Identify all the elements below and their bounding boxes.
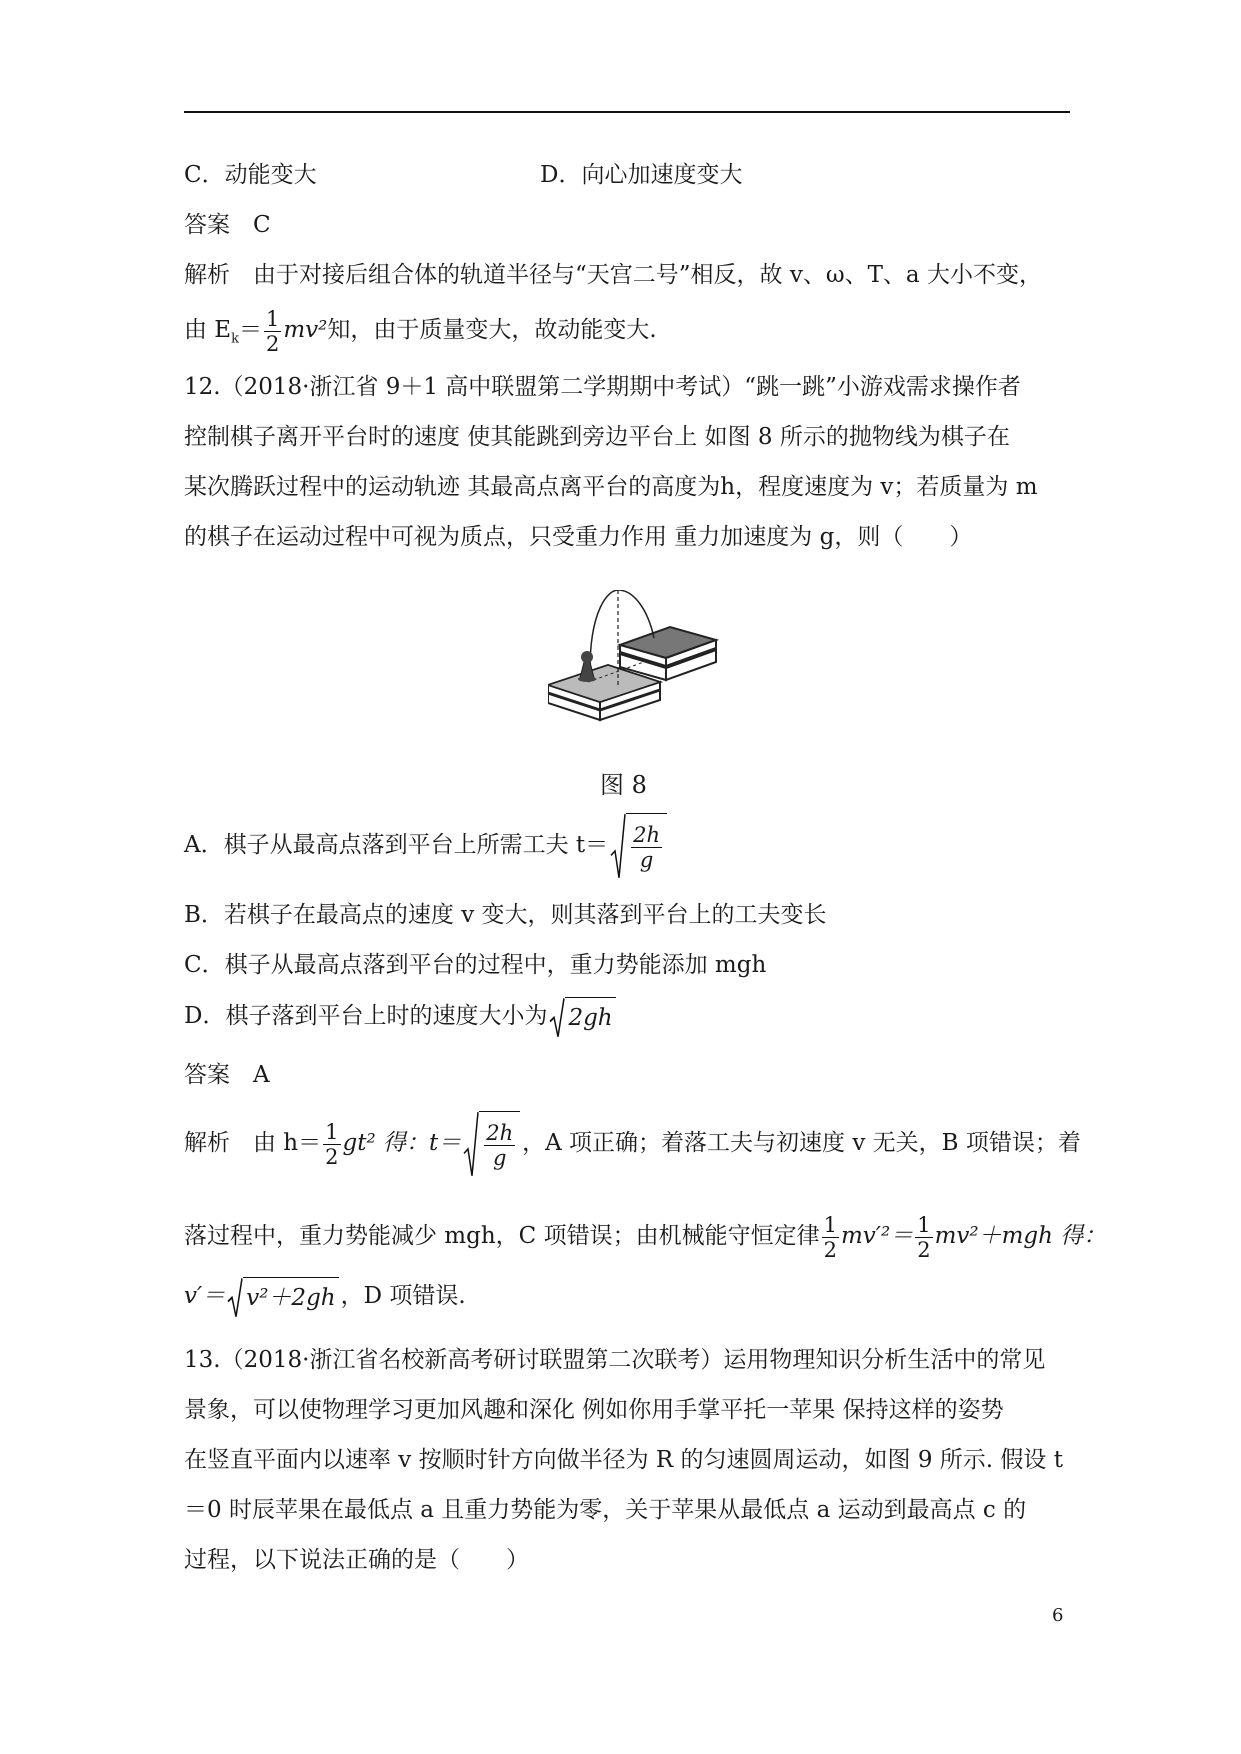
header-rule — [184, 111, 1070, 113]
q12-option-a — [184, 812, 669, 880]
q12-option-b: B．若棋子在最高点的速度 v 变大，则其落到平台上的工夫变长 — [184, 902, 827, 928]
fraction-half: $\frac{1}{2}$ — [917, 1212, 931, 1262]
analysis-q12-line2 — [184, 1208, 1106, 1264]
analysis-text: 由 E — [184, 317, 232, 343]
q13-line5: 过程，以下说法正确的是（ ） — [184, 1547, 529, 1573]
analysis-q12-line3 — [184, 1276, 466, 1318]
option-c-prev: C．动能变大 — [184, 162, 317, 188]
q13-line1: 13.（2018·浙江省名校新高考研讨联盟第二次联考）运用物理知识分析生活中的常见 — [184, 1347, 1046, 1373]
answer-q12: 答案 A — [184, 1062, 270, 1088]
sqrt-v2-2gh: v²＋2gh — [227, 1277, 338, 1318]
analysis-text: mv′²＝ — [840, 1223, 914, 1249]
q12-line1: 12.（2018·浙江省 9＋1 高中联盟第二学期期中考试）“跳一跳”小游戏需求操作者 — [184, 374, 1021, 400]
page-number: 6 — [1052, 1605, 1064, 1626]
analysis-text: 知，由于质量变大，故动能变大. — [327, 317, 657, 343]
q12-option-c: C．棋子从最高点落到平台的过程中，重力势能添加 mgh — [184, 952, 767, 978]
analysis-text: ，A 项正确；着落工夫与初速度 v 无关，B 项错误；着 — [522, 1130, 1081, 1156]
option-d-text: D．棋子落到平台上时的速度大小为 — [184, 1003, 548, 1029]
fraction-half: $\frac{1}{2}$ — [266, 306, 280, 356]
sqrt-2h-over-g: $\frac{2h}{g}$ — [610, 813, 667, 880]
answer-prev: 答案 C — [184, 212, 271, 238]
q13-line4: ＝0 时辰苹果在最低点 a 且重力势能为零，关于苹果从最低点 a 运动到最高点 c 的 — [184, 1497, 1027, 1523]
q12-option-d — [184, 996, 618, 1038]
mv2-term: mv² — [283, 317, 328, 343]
figure-8-caption: 图 8 — [600, 771, 647, 799]
figure-8-jump-game — [548, 590, 748, 730]
analysis-text: ，D 项错误. — [340, 1283, 466, 1309]
option-a-text: A．棋子从最高点落到平台上所需工夫 t＝ — [184, 832, 609, 858]
analysis-text: mv²＋mgh 得： — [934, 1223, 1107, 1249]
analysis-text: 落过程中，重力势能减少 mgh，C 项错误；由机械能守恒定律 — [184, 1223, 820, 1249]
analysis-text: 解析 由 h＝ — [184, 1130, 322, 1156]
analysis-q12-line1 — [184, 1110, 1081, 1178]
fraction-half: $\frac{1}{2}$ — [823, 1212, 837, 1262]
fraction-half: $\frac{1}{2}$ — [325, 1119, 339, 1169]
sqrt-2h-over-g: $\frac{2h}{g}$ — [463, 1111, 520, 1178]
q12-line4: 的棋子在运动过程中可视为质点，只受重力作用 重力加速度为 g，则（ ） — [184, 524, 973, 550]
q13-line2: 景象，可以使物理学习更加风趣和深化 例如你用手掌平托一苹果 保持这样的姿势 — [184, 1397, 1004, 1423]
subscript-k: k — [231, 331, 239, 347]
sqrt-2gh: 2gh — [549, 997, 615, 1038]
q13-line3: 在竖直平面内以速率 v 按顺时针方向做半径为 R 的匀速圆周运动，如图 9 所示. 假设 t — [184, 1447, 1063, 1473]
q12-line2: 控制棋子离开平台时的速度 使其能跳到旁边平台上 如图 8 所示的抛物线为棋子在 — [184, 424, 1010, 450]
analysis-prev-line1: 解析 由于对接后组合体的轨道半径与“天宫二号”相反，故 v、ω、T、a 大小不变， — [184, 262, 1042, 288]
q12-line3: 某次腾跃过程中的运动轨迹 其最高点离平台的高度为h，程度速度为 v；若质量为 m — [184, 474, 1038, 500]
analysis-prev-line2: 由 $E_k=$ $\frac{1}{2}$ mv²知，由于质量变大，故动能变大. — [184, 306, 657, 356]
analysis-text: v′＝ — [184, 1283, 226, 1309]
option-d-prev: D．向心加速度变大 — [540, 162, 743, 188]
analysis-text: gt² 得：t＝ — [342, 1130, 462, 1156]
